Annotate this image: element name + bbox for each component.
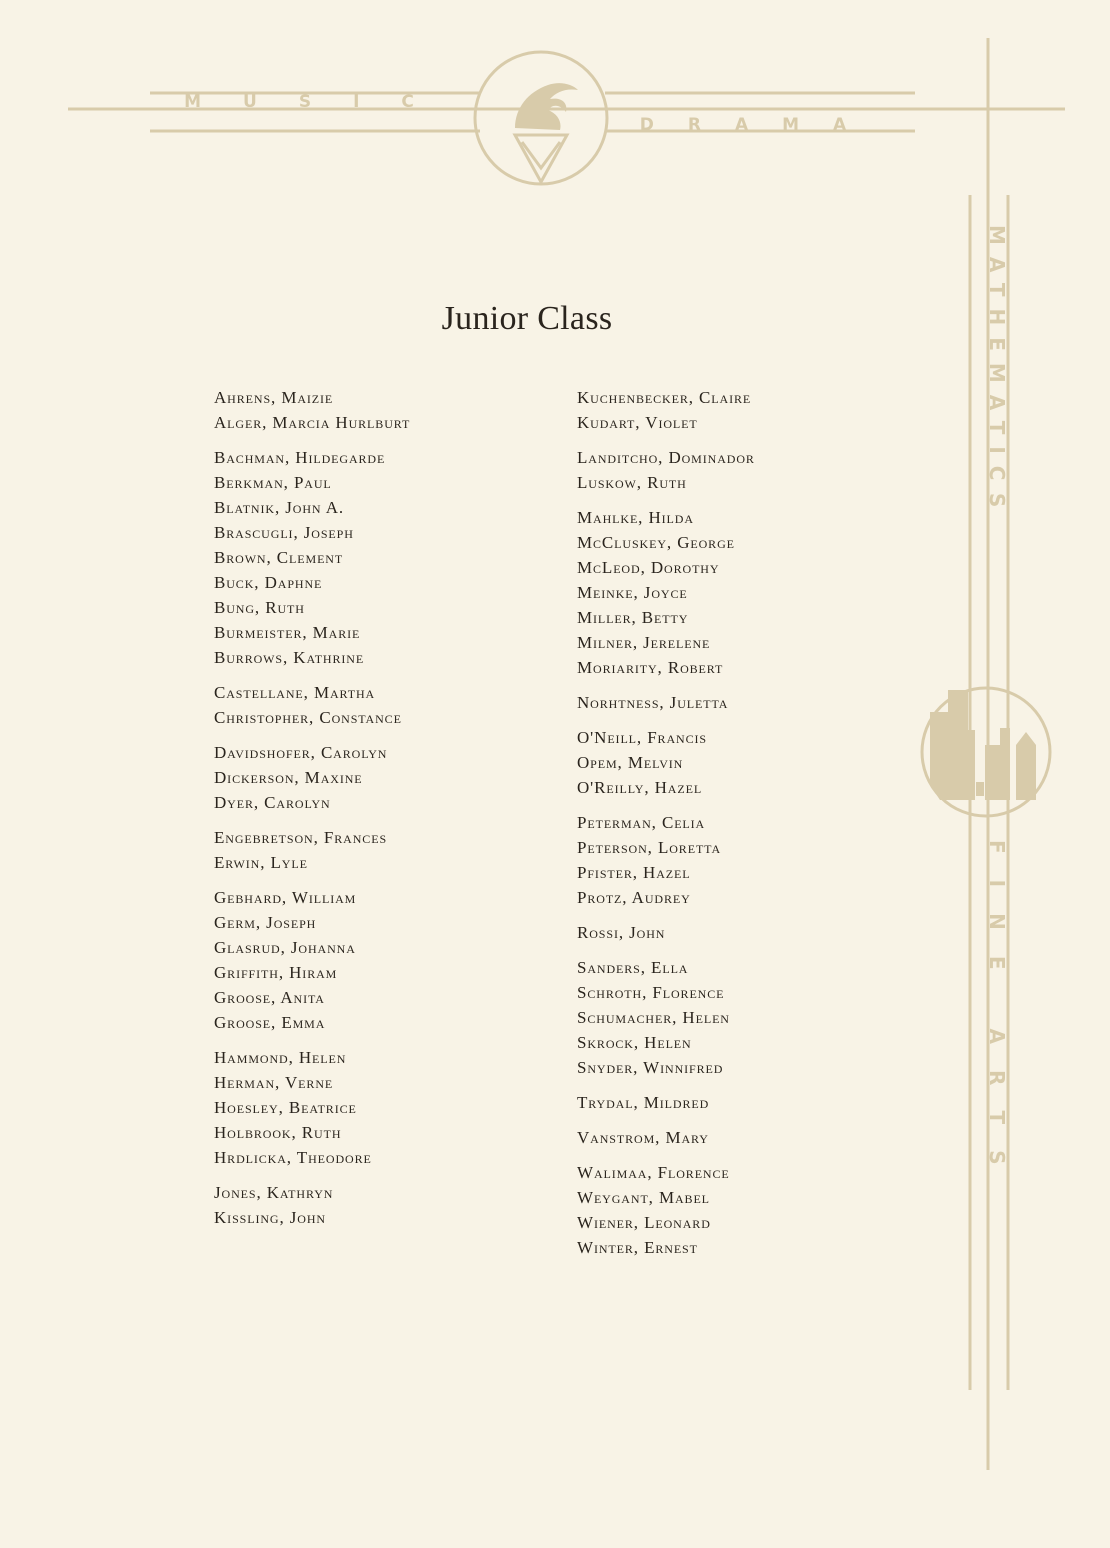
name-group: [214, 825, 410, 875]
names-column-right: [577, 385, 755, 1270]
student-name: Davidshofer, Carolyn: [214, 743, 388, 762]
name-group: [214, 1045, 410, 1170]
student-name: Walimaa, Florence: [577, 1163, 730, 1182]
name-group: [577, 385, 755, 435]
name-group: [214, 385, 410, 435]
city-skyline-icon: [922, 688, 1050, 816]
name-group: [577, 725, 755, 800]
student-name: Sanders, Ella: [577, 958, 689, 977]
student-name: Castellane, Martha: [214, 683, 376, 702]
student-name: Buck, Daphne: [214, 573, 323, 592]
name-group: [214, 445, 410, 670]
banner-side-lower: FINE ARTS: [985, 840, 1009, 1191]
student-name: Opem, Melvin: [577, 753, 684, 772]
student-name: Norhtness, Juletta: [577, 693, 729, 712]
student-name: Hoesley, Beatrice: [214, 1098, 357, 1117]
student-name: Burmeister, Marie: [214, 623, 361, 642]
student-name: Groose, Anita: [214, 988, 325, 1007]
student-name: Engebretson, Frances: [214, 828, 388, 847]
student-name: Miller, Betty: [577, 608, 689, 627]
student-name: Herman, Verne: [214, 1073, 334, 1092]
name-group: [577, 1090, 755, 1115]
name-group: [577, 920, 755, 945]
name-group: [577, 505, 755, 680]
banner-top-left: MUSIC: [184, 92, 456, 112]
names-column-left: [214, 385, 410, 1240]
name-group: [214, 1180, 410, 1230]
student-name: Alger, Marcia Hurlburt: [214, 413, 411, 432]
student-name: Blatnik, John A.: [214, 498, 345, 517]
student-name: Christopher, Constance: [214, 708, 402, 727]
student-name: Brascugli, Joseph: [214, 523, 354, 542]
student-name: Protz, Audrey: [577, 888, 691, 907]
banner-side-upper: MATHEMATICS: [985, 225, 1009, 520]
student-name: Rossi, John: [577, 923, 666, 942]
name-group: [577, 445, 755, 495]
student-name: Erwin, Lyle: [214, 853, 308, 872]
student-name: Pfister, Hazel: [577, 863, 691, 882]
student-name: Wiener, Leonard: [577, 1213, 711, 1232]
name-group: [214, 885, 410, 1035]
name-group: [577, 955, 755, 1080]
student-name: Schroth, Florence: [577, 983, 725, 1002]
student-name: Berkman, Paul: [214, 473, 332, 492]
name-group: [577, 1160, 755, 1260]
student-name: Snyder, Winnifred: [577, 1058, 724, 1077]
student-name: Brown, Clement: [214, 548, 344, 567]
banner-top-right: DRAMA: [639, 115, 881, 135]
student-name: Groose, Emma: [214, 1013, 326, 1032]
student-name: O'Reilly, Hazel: [577, 778, 703, 797]
student-name: Glasrud, Johanna: [214, 938, 356, 957]
student-name: Weygant, Mabel: [577, 1188, 710, 1207]
student-name: Skrock, Helen: [577, 1033, 692, 1052]
student-name: McLeod, Dorothy: [577, 558, 720, 577]
name-group: [214, 680, 410, 730]
student-name: Schumacher, Helen: [577, 1008, 730, 1027]
name-group: [577, 810, 755, 910]
student-name: Griffith, Hiram: [214, 963, 338, 982]
student-name: Mahlke, Hilda: [577, 508, 694, 527]
student-name: Trydal, Mildred: [577, 1093, 710, 1112]
student-name: Milner, Jerelene: [577, 633, 711, 652]
student-name: Vanstrom, Mary: [577, 1128, 709, 1147]
student-name: Peterson, Loretta: [577, 838, 722, 857]
student-name: Meinke, Joyce: [577, 583, 688, 602]
student-name: Bung, Ruth: [214, 598, 305, 617]
student-name: Gebhard, William: [214, 888, 357, 907]
student-name: Ahrens, Maizie: [214, 388, 334, 407]
student-name: Landitcho, Dominador: [577, 448, 755, 467]
name-group: [214, 740, 410, 815]
student-name: Kuchenbecker, Claire: [577, 388, 752, 407]
student-name: O'Neill, Francis: [577, 728, 707, 747]
page-title: Junior Class: [441, 300, 613, 337]
student-name: Peterman, Celia: [577, 813, 706, 832]
torch-icon: [475, 52, 607, 184]
student-name: Holbrook, Ruth: [214, 1123, 342, 1142]
student-name: Burrows, Kathrine: [214, 648, 365, 667]
name-group: [577, 690, 755, 715]
student-name: Kudart, Violet: [577, 413, 698, 432]
student-name: Winter, Ernest: [577, 1238, 698, 1257]
student-name: Moriarity, Robert: [577, 658, 724, 677]
student-name: Bachman, Hildegarde: [214, 448, 386, 467]
student-name: Germ, Joseph: [214, 913, 317, 932]
student-name: Hammond, Helen: [214, 1048, 347, 1067]
student-name: McCluskey, George: [577, 533, 735, 552]
student-name: Hrdlicka, Theodore: [214, 1148, 372, 1167]
student-name: Dickerson, Maxine: [214, 768, 363, 787]
student-name: Kissling, John: [214, 1208, 326, 1227]
student-name: Dyer, Carolyn: [214, 793, 331, 812]
student-name: Luskow, Ruth: [577, 473, 687, 492]
name-group: [577, 1125, 755, 1150]
student-name: Jones, Kathryn: [214, 1183, 334, 1202]
